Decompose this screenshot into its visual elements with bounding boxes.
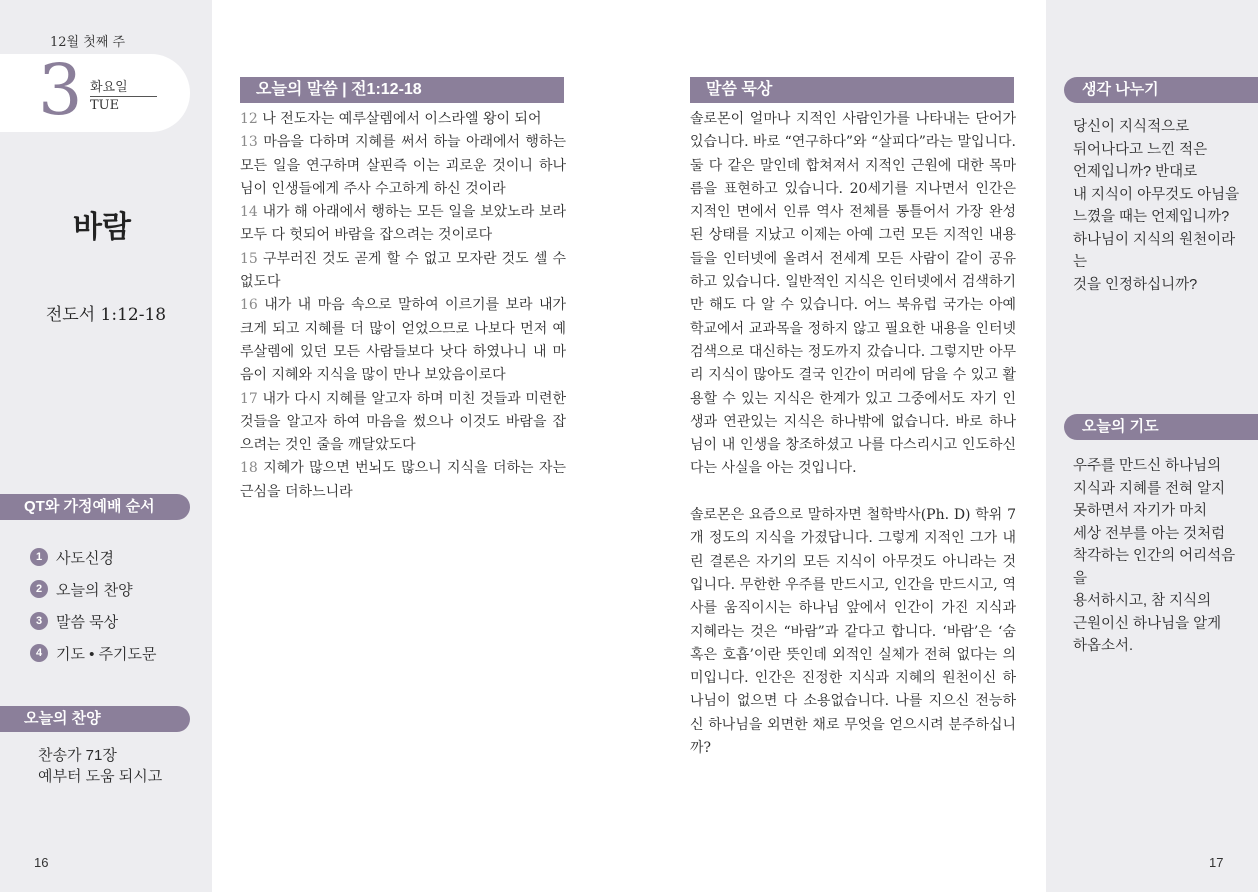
verse-text: 내가 다시 지혜를 알고자 하며 미친 것들과 미련한 것들을 알고자 하여 마음을 썼으나 이것도 바람을 잡으려는 것인 줄을 깨달았도다 [240, 390, 566, 454]
step-number-badge: 1 [30, 548, 48, 566]
verse-number: 18 [240, 460, 258, 477]
week-label: 12월 첫째 주 [50, 35, 126, 50]
hymn-number: 찬송가 71장 [38, 747, 117, 764]
scripture-text [240, 108, 566, 504]
order-item [30, 573, 157, 605]
order-item [30, 541, 157, 573]
step-number-badge: 4 [30, 644, 48, 662]
prayer-heading: 오늘의 기도 [1064, 414, 1258, 440]
verse-text: 지혜가 많으면 번뇌도 많으니 지식을 더하는 자는 근심을 더하느니라 [240, 460, 566, 500]
hymn-heading: 오늘의 찬양 [0, 706, 190, 732]
meditation-text [690, 108, 1016, 760]
hymn-info [38, 745, 162, 787]
reflection-heading: 생각 나누기 [1064, 77, 1258, 103]
page-number-right: 17 [1209, 855, 1224, 870]
weekday-divider [90, 96, 157, 97]
weekday-english: TUE [90, 98, 120, 113]
page-title: 바람 [73, 210, 131, 245]
scripture-reference: 전도서 1:12-18 [45, 305, 167, 325]
order-item [30, 605, 157, 637]
verse-text: 나 전도자는 예루살렘에서 이스라엘 왕이 되어 [257, 111, 542, 127]
order-item-label: 사도신경 [56, 549, 114, 567]
order-list [30, 541, 157, 669]
verse-number: 15 [240, 250, 258, 267]
verse-number: 16 [240, 297, 258, 314]
day-number: 3 [38, 49, 83, 131]
page-number-left: 16 [34, 855, 49, 870]
verse-text: 내가 내 마음 속으로 말하여 이르기를 보라 내가 크게 되고 지혜를 더 많이 얻었으므로 나보다 먼저 예루살렘에 있던 모든 사람들보다 낫다 하였나니 내 마음이 지혜와 지식을 많이 만나 보았음이로다 [240, 297, 566, 384]
order-item-label: 오늘의 찬양 [56, 581, 133, 599]
verse-number: 12 [240, 111, 258, 127]
verse-text: 마음을 다하며 지혜를 써서 하늘 아래에서 행하는 모든 일을 연구하며 살핀즉 이는 괴로운 것이니 하나님이 인생들에게 주사 수고하게 하신 것이라 [240, 134, 566, 197]
meditation-heading: 말씀 묵상 [690, 77, 1014, 103]
verse-text: 내가 해 아래에서 행하는 모든 일을 보았노라 보라 모두 다 헛되어 바람을 잡으려는 것이로다 [240, 204, 566, 244]
weekday-korean: 화요일 [90, 80, 128, 95]
meditation-paragraph: 솔로몬은 요즘으로 말하자면 철학박사(Ph. D) 학위 7개 정도의 지식을 가졌답니다. 그렇게 지적인 그가 내린 결론은 자기의 모든 지식이 아무것도 아니라는 것입니다. 무한한 우주를 만드시고, 인간을 만드시고, 역사를 움직이시는 하나님 앞에서 인간이 가진 지식과 지혜라는 것은 “바람”과 같다고 합니다. ‘바람’은 ‘숨 혹은 호흡’이란 뜻인데 외적인 실체가 전혀 없다는 의미입니다. 인간은 진정한 지식과 지혜의 원천이신 하나님이 없으면 다 소용없습니다. 나를 지으신 전능하신 하나님을 외면한 채로 무엇을 얻으시려 분주하십니까? [690, 507, 1016, 757]
prayer-text: 우주를 만드신 하나님의 지식과 지혜를 전혀 알지 못하면서 자기가 마치 세상 전부를 아는 것처럼 착각하는 인간의 어리석음을 용서하시고, 참 지식의 근원이신 하나님을 알게 하옵소서. [1073, 458, 1236, 654]
hymn-title: 예부터 도움 되시고 [38, 768, 163, 785]
order-item-label: 기도 • 주기도문 [56, 645, 157, 663]
order-item [30, 637, 157, 669]
verse-number: 17 [240, 390, 258, 407]
verse-text: 구부러진 것도 곧게 할 수 없고 모자란 것도 셀 수 없도다 [240, 250, 566, 291]
step-number-badge: 3 [30, 612, 48, 630]
step-number-badge: 2 [30, 580, 48, 598]
verse-number: 14 [240, 204, 258, 221]
reflection-questions: 당신이 지식적으로 뒤어나다고 느낀 적은 언제입니까? 반대로 내 지식이 아무것도 아님을 느꼈을 때는 언제입니까? 하나님이 지식의 원천이라는 것을 인정하십니까? [1073, 119, 1240, 293]
order-heading: QT와 가정예배 순서 [0, 494, 190, 520]
verse-number: 13 [240, 134, 258, 151]
meditation-paragraph: 솔로몬이 얼마나 지적인 사람인가를 나타내는 단어가 있습니다. 바로 “연구하다”와 “살피다”라는 말입니다. 둘 다 같은 말인데 합쳐져서 지적인 근원에 대한 목마름을 표현하고 있습니다. 20세기를 지나면서 인간은 지적인 면에서 인류 역사 전체를 통틀어서 가장 완성된 상태를 지났고 이제는 아예 그런 모든 지적인 내용들을 인터넷에 올려서 전세계 모든 사람이 같이 공유하고 있습니다. 일반적인 지식은 인터넷에서 검색하기만 해도 다 알 수 있습니다. 어느 북유럽 국가는 아예 학교에서 교과목을 정하지 않고 필요한 내용을 인터넷 검색으로 대신하는 정도까지 갔습니다. 그렇지만 아무리 지식이 많아도 결국 인간이 머리에 담을 수 있고 활용할 수 있는 지식은 한계가 있고 그중에서도 자기 인생과 연관있는 지식은 하나밖에 없습니다. 바로 하나님이 내 인생을 창조하셨고 나를 다스리시고 인도하신다는 사실을 아는 것입니다. [690, 111, 1016, 477]
scripture-heading: 오늘의 말씀 | 전1:12-18 [240, 77, 564, 103]
order-item-label: 말씀 묵상 [56, 613, 119, 631]
